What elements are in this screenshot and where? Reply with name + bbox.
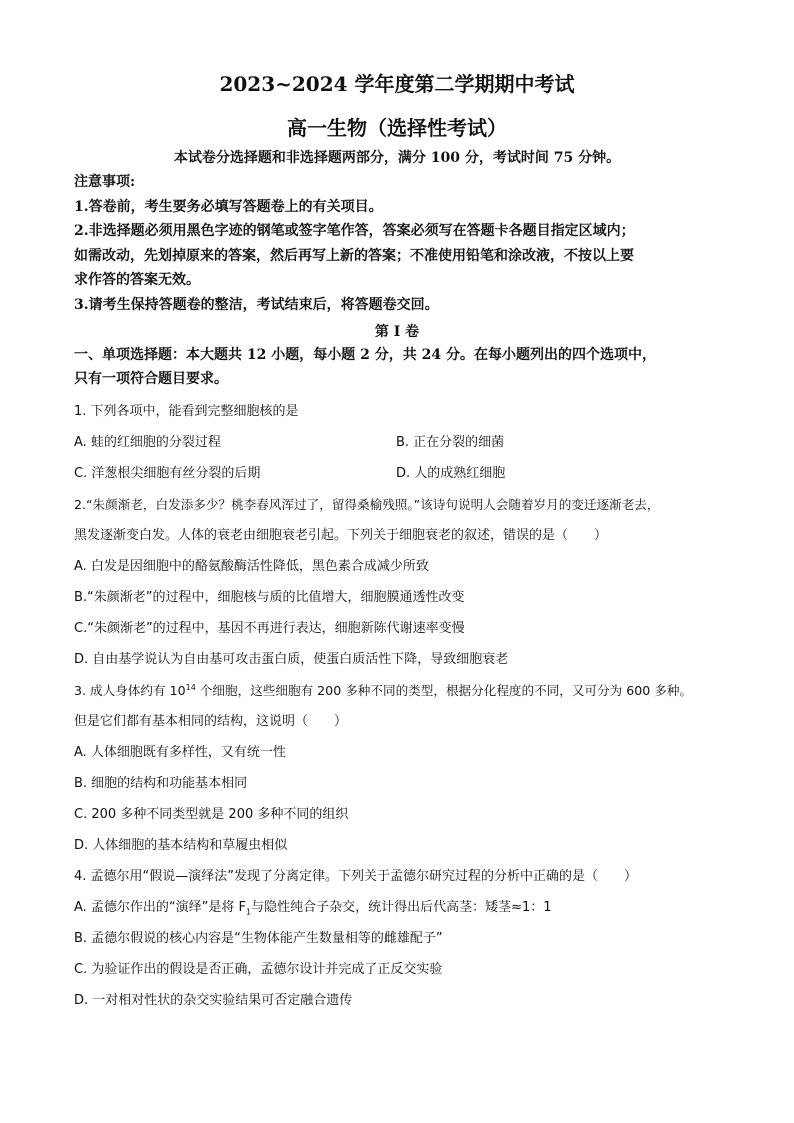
- text: A. 孟德尔作出的“演绎”是将 F: [74, 900, 247, 915]
- notes-item: 2.非选择题必须用黑色字迹的钢笔或签字笔作答，答案必须写在答题卡各题目指定区域内；: [74, 223, 635, 239]
- notes-block: [74, 170, 734, 317]
- section-heading: [74, 343, 734, 391]
- option: C. 洋葱根尖细胞有丝分裂的后期: [74, 466, 261, 481]
- option: D. 人的成熟红细胞: [396, 466, 506, 481]
- option: A. 蛙的红细胞的分裂过程: [74, 435, 221, 450]
- option: B. 细胞的结构和功能基本相同: [74, 776, 248, 791]
- option-row: [74, 458, 736, 489]
- option: D. 自由基学说认为自由基可攻击蛋白质，使蛋白质活性下降，导致细胞衰老: [74, 652, 509, 667]
- option: B.“朱颜渐老”的过程中，细胞核与质的比值增大，细胞膜通透性改变: [74, 590, 465, 605]
- question-stem: 4. 孟德尔用“假说—演绎法”发现了分离定律。下列关于孟德尔研究过程的分析中正确的是（ ）: [74, 869, 638, 884]
- questions: [74, 396, 736, 1016]
- text: 个细胞，这些细胞有 200 多种不同的类型，根据分化程度的不同，又可分为 600 多种。: [195, 683, 693, 698]
- option-row: [74, 427, 736, 458]
- option: C. 200 多种不同类型就是 200 多种不同的组织: [74, 807, 349, 822]
- notes-item: 3.请考生保持答题卷的整洁，考试结束后，将答题卷交回。: [74, 296, 439, 313]
- notes-heading: 注意事项:: [74, 174, 136, 190]
- question-stem: [74, 675, 736, 706]
- option: C.“朱颜渐老”的过程中，基因不再进行表达，细胞新陈代谢速率变慢: [74, 621, 465, 636]
- option: A. 白发是因细胞中的酪氨酸酶活性降低，黑色素合成减少所致: [74, 559, 429, 574]
- exam-intro: 本试卷分选择题和非选择题两部分，满分 100 分，考试时间 75 分钟。: [173, 150, 621, 166]
- question-stem: 但是它们都有基本相同的结构，这说明（ ）: [74, 714, 348, 729]
- exam-title: 2023~2024 学年度第二学期期中考试: [219, 72, 575, 96]
- option: A. 人体细胞既有多样性，又有统一性: [74, 745, 286, 760]
- notes-item: 1.答卷前，考生要务必填写答题卷上的有关项目。: [74, 198, 383, 215]
- option: B. 正在分裂的细菌: [396, 435, 505, 450]
- question-stem: 黑发逐渐变白发。人体的衰老由细胞衰老引起。下列关于细胞衰老的叙述，错误的是（ ）: [74, 528, 608, 543]
- volume-label: 第 I 卷: [374, 324, 420, 340]
- subscript: 1: [246, 907, 252, 917]
- option: C. 为验证作出的假设是否正确，孟德尔设计并完成了正反交实验: [74, 962, 443, 977]
- option: B. 孟德尔假说的核心内容是“生物体能产生数量相等的雌雄配子”: [74, 931, 443, 946]
- exam-subject: 高一生物（选择性考试）: [287, 116, 507, 140]
- superscript: 14: [185, 682, 196, 692]
- notes-item: 如需改动，先划掉原来的答案，然后再写上新的答案；不准使用铅笔和涂改液，不按以上要: [74, 247, 634, 264]
- question-stem: 1. 下列各项中，能看到完整细胞核的是: [74, 404, 299, 419]
- question-stem: 2.“朱颜渐老，白发添多少？桃李春风浑过了，留得桑榆残照。”该诗句说明人会随着岁月的变迁逐渐老去，: [74, 497, 660, 512]
- option: [74, 892, 736, 923]
- section-line: 只有一项符合题目要求。: [74, 371, 228, 387]
- text: 3. 成人身体约有 10: [74, 683, 186, 698]
- section-line: 一、单项选择题：本大题共 12 小题，每小题 2 分，共 24 分。在每小题列出的四个选项中，: [74, 347, 656, 363]
- notes-item: 求作答的答案无效。: [74, 272, 200, 288]
- text: 与隐性纯合子杂交，统计得出后代高茎：矮茎≈1：1: [251, 900, 552, 915]
- option: D. 人体细胞的基本结构和草履虫相似: [74, 838, 288, 853]
- option: D. 一对相对性状的杂交实验结果可否定融合遗传: [74, 993, 353, 1008]
